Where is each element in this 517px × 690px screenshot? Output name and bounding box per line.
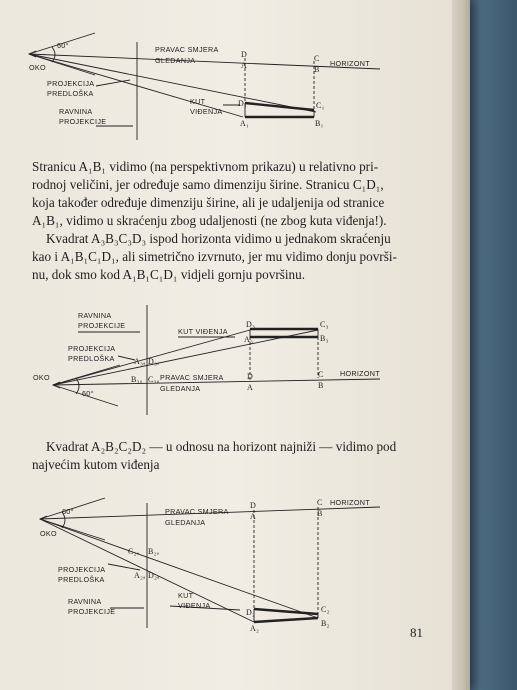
kut-label-1: KUT	[178, 591, 194, 600]
point-b3: B₃	[320, 334, 329, 343]
eye-label: OKO	[33, 373, 50, 382]
paragraph-1-line-1: Stranicu A₁B₁ vidimo (na perspektivnom prikazu) u relativno pri-	[32, 159, 379, 174]
arrow-projekcija	[96, 80, 130, 86]
kut-label-2: VIĐENJA	[178, 601, 211, 610]
point-b: B	[317, 509, 323, 518]
paragraph-1-line-2: rodnoj veličini, jer određuje samo dimenziju širine. Stranicu C₁D₁,	[32, 177, 384, 192]
angle-label: 60°	[82, 389, 94, 398]
point-c: C	[318, 370, 324, 379]
pravac-label-2: GLEDANJA	[155, 56, 196, 65]
pravac-label-1: PRAVAC SMJERA	[165, 507, 229, 516]
paragraph-2	[32, 438, 420, 474]
point-a: A	[241, 61, 248, 70]
point-c2: C₂	[321, 605, 330, 614]
page-number: 81	[410, 625, 423, 640]
point-a3a: A₃ₐ	[134, 357, 146, 366]
pravac-label-1: PRAVAC SMJERA	[160, 373, 224, 382]
kut-label: KUT VIĐENJA	[178, 327, 228, 336]
point-b: B	[314, 65, 320, 74]
edge-d1c1	[245, 103, 314, 110]
paragraph-1-line-4: A₁B₁, vidimo u skraćenju zbog udaljenosti (ne zbog kuta viđenja!).	[32, 213, 387, 228]
point-c2a: C₂ₐ	[128, 547, 140, 556]
point-a2a: A₂ₐ	[134, 571, 146, 580]
point-b3a: B₃ₐ	[131, 375, 143, 384]
point-c1: C₁	[316, 101, 325, 110]
paragraph-1-line-7: nu, dok smo kod A₁B₁C₁D₁ vidjeli gornju površinu.	[32, 267, 305, 282]
figure-2-svg	[0, 290, 450, 430]
point-d: D	[250, 501, 257, 510]
point-d3a: D₃ₐ	[148, 357, 160, 366]
figure-3-diagram	[0, 488, 450, 638]
eye-label: OKO	[40, 529, 57, 538]
point-a1: A₁	[240, 119, 250, 128]
point-d3: D₃	[246, 320, 256, 329]
point-d1: D₁	[238, 99, 248, 108]
point-a2: A₂	[250, 624, 260, 633]
projekcija-label-2: PREDLOŠKA	[47, 89, 94, 98]
paragraph-1-line-6: kao i A₁B₁C₁D₁, ali simetrično izvrnuto, jer mu vidimo donju površi-	[32, 249, 397, 264]
horizont-label: HORIZONT	[340, 369, 380, 378]
arrow-projekcija	[118, 356, 135, 360]
point-a: A	[247, 383, 254, 392]
ravnina-label-1: RAVNINA	[78, 311, 112, 320]
point-a3: A₃	[244, 335, 254, 344]
point-d: D	[247, 372, 254, 381]
paragraph-2-line-1: Kvadrat A₂B₂C₂D₂ — u odnosu na horizont najniži — vidimo pod	[46, 439, 397, 454]
point-b2: B₂	[321, 619, 330, 628]
eye-label: OKO	[29, 63, 46, 72]
pravac-label-1: PRAVAC SMJERA	[155, 45, 219, 54]
paragraph-2-line-2: najvećim kutom viđenja	[32, 457, 160, 472]
point-c: C	[314, 54, 320, 63]
point-b2a: B₂ₐ	[148, 547, 160, 556]
ravnina-label-2: PROJEKCIJE	[59, 117, 107, 126]
kut-label-1: KUT	[190, 97, 206, 106]
edge-d2c2	[254, 609, 318, 614]
projekcija-label-1: PROJEKCIJA	[47, 79, 95, 88]
horizon-line	[29, 54, 380, 69]
ravnina-label-2: PROJEKCIJE	[78, 321, 126, 330]
page-edge	[452, 0, 470, 690]
ravnina-label-2: PROJEKCIJE	[68, 607, 116, 616]
angle-arc	[52, 47, 55, 62]
projekcija-label-2: PREDLOŠKA	[68, 354, 115, 363]
edge-a2b2	[254, 618, 318, 622]
point-b: B	[318, 381, 324, 390]
horizont-label: HORIZONT	[330, 59, 370, 68]
point-d2: D₂	[246, 608, 256, 617]
angle-label: 60°	[62, 507, 74, 516]
pravac-label-2: GLEDANJA	[165, 518, 206, 527]
figure-3-svg	[0, 488, 450, 638]
point-c3: C₃	[320, 320, 329, 329]
projekcija-label-1: PROJEKCIJA	[58, 565, 106, 574]
horizont-label: HORIZONT	[330, 498, 370, 507]
paragraph-1-line-3: koja također određuje dimenziju širine, ali je udaljenija od stranice	[32, 195, 385, 210]
projekcija-label-1: PROJEKCIJA	[68, 344, 116, 353]
paragraph-1-line-5: Kvadrat A₃B₃C₃D₃ ispod horizonta vidimo u jednakom skraćenju	[46, 231, 391, 246]
point-b1: B₁	[315, 119, 324, 128]
point-d: D	[241, 50, 248, 59]
point-d2a: D₂ₐ	[148, 571, 160, 580]
point-c3a: C₃ₐ	[148, 375, 160, 384]
point-a: A	[250, 512, 257, 521]
point-c: C	[317, 498, 323, 507]
figure-2-diagram	[0, 290, 450, 430]
ravnina-label-1: RAVNINA	[59, 107, 93, 116]
projekcija-label-2: PREDLOŠKA	[58, 575, 105, 584]
pravac-label-2: GLEDANJA	[160, 384, 201, 393]
figure-1-diagram	[0, 0, 450, 140]
kut-label-2: VIĐENJA	[190, 107, 223, 116]
ravnina-label-1: RAVNINA	[68, 597, 102, 606]
paragraph-1	[32, 158, 420, 284]
angle-label: 60°	[57, 41, 69, 50]
figure-1-svg	[0, 0, 450, 140]
